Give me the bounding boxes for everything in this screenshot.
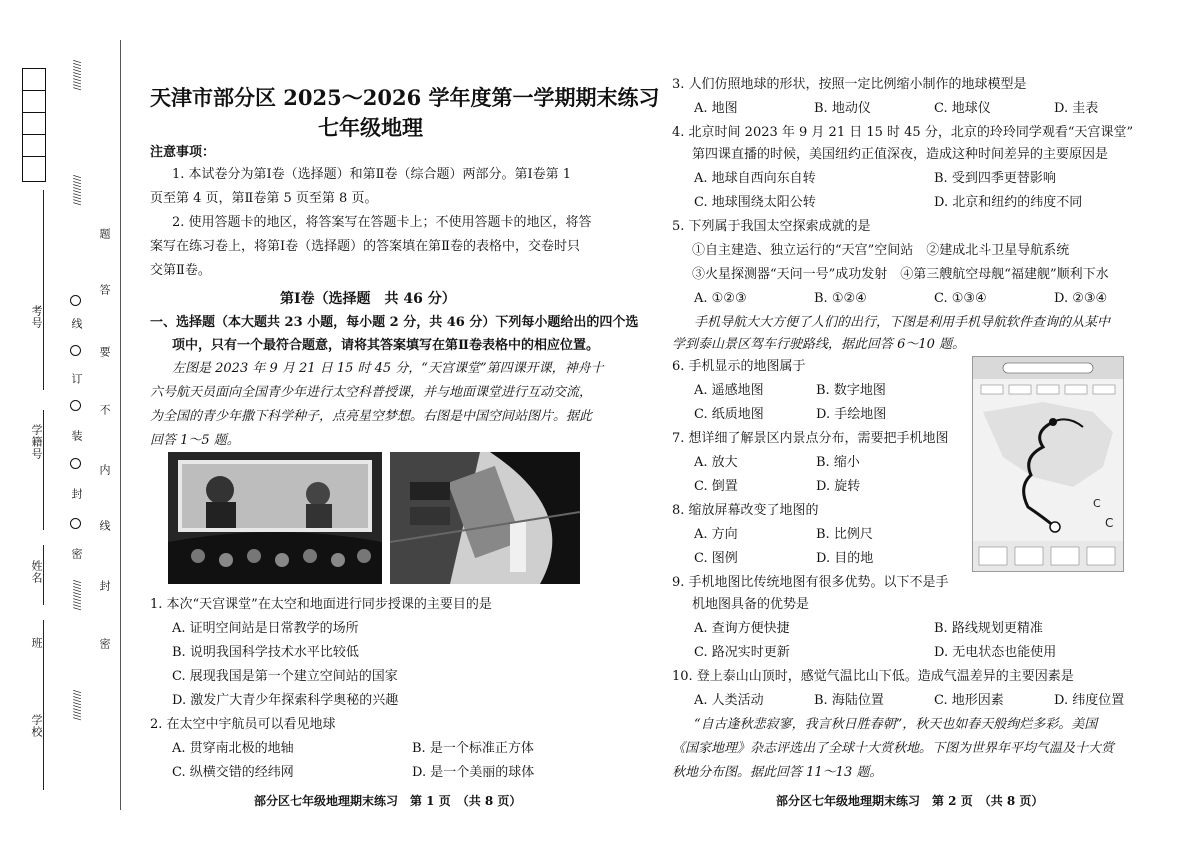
seal-char-feng: 封: [70, 488, 83, 500]
seal-circle: [70, 345, 81, 356]
q5-option-b: B. ①②④: [814, 291, 867, 306]
q10-option-a: A. 人类活动: [694, 693, 764, 708]
seal-char-mi: 密: [70, 548, 83, 560]
reading-text: 左图是 2023 年 9 月 21 日 15 时 45 分，“天宫课堂”第四课开课，神舟十: [172, 361, 604, 376]
section-heading: 一、选择题（本大题共 23 小题，每小题 2 分，共 46 分）下列每小题给出的四个选: [150, 315, 639, 330]
reading-text: 回答 1～5 题。: [150, 433, 240, 448]
seal-circle: [70, 458, 81, 469]
question-8: 8. 缩放屏幕改变了地图的: [672, 503, 819, 518]
q6-option-b: B. 数字地图: [816, 383, 886, 398]
question-2: 2. 在太空中宇航员可以看见地球: [150, 717, 336, 732]
warn-char: 封: [98, 580, 111, 592]
question-5: 5. 下列属于我国太空探索成就的是: [672, 219, 871, 234]
q4-option-a: A. 地球自西向东自转: [694, 171, 816, 186]
navigation-map: [972, 356, 1124, 572]
q5-statements: ①自主建造、独立运行的“天宫”空间站 ②建成北斗卫星导航系统: [692, 243, 1070, 258]
q1-option-c: C. 展现我国是第一个建立空间站的国家: [172, 669, 398, 684]
q7-option-d: D. 旋转: [816, 479, 861, 494]
q2-option-c: C. 纵横交错的经纬网: [172, 765, 294, 780]
name-label: 姓名: [30, 560, 43, 584]
class-label: 班: [30, 637, 43, 649]
q6-option-a: A. 遥感地图: [694, 383, 764, 398]
warn-char: 不: [98, 404, 111, 416]
section-heading: 项中，只有一个最符合题意，请将其答案填写在第Ⅱ卷表格中的相应位置。: [172, 338, 599, 353]
reading-text: 手机导航大大方便了人们的出行，下图是利用手机导航软件查询的从某中: [694, 315, 1111, 330]
q2-option-a: A. 贯穿南北极的地轴: [172, 741, 294, 756]
seal-char-zhuang: 装: [70, 430, 83, 442]
exam-room-boxes: [22, 68, 46, 182]
student-id-label: 学籍号: [30, 424, 43, 460]
seal-circle: [70, 518, 81, 529]
reading-text: 《国家地理》杂志评选出了全球十大赏秋地。下图为世界年平均气温及十大赏: [672, 741, 1115, 756]
seal-circle: [70, 295, 81, 306]
seal-slash-top: //////////: [71, 60, 81, 91]
seal-slash-low: //////////: [71, 580, 81, 611]
warn-char: 内: [98, 464, 111, 476]
binding-margin: [0, 0, 122, 849]
warn-char: 密: [98, 638, 111, 650]
warn-char: 要: [98, 346, 111, 358]
warn-char: 题: [98, 228, 111, 240]
reading-text: 秋地分布图。据此回答 11～13 题。: [672, 765, 883, 780]
q8-option-d: D. 目的地: [816, 551, 874, 566]
q2-option-b: B. 是一个标准正方体: [412, 741, 534, 756]
seal-slash-mid: //////////: [71, 175, 81, 206]
space-station-photo: [390, 452, 580, 584]
notice-heading: 注意事项：: [150, 145, 216, 160]
q4-option-d: D. 北京和纽约的纬度不同: [934, 195, 1083, 210]
q9-option-a: A. 查询方便快捷: [694, 621, 790, 636]
reading-text: 学到泰山景区驾车行驶路线，据此回答 6～10 题。: [672, 337, 966, 352]
svg-text:C: C: [1093, 497, 1101, 510]
svg-text:C: C: [1105, 516, 1114, 530]
school-label: 学校: [30, 714, 43, 738]
seal-circle: [70, 400, 81, 411]
q2-option-d: D. 是一个美丽的球体: [412, 765, 535, 780]
page-subtitle: 七年级地理: [318, 115, 423, 140]
q4-option-b: B. 受到四季更替影响: [934, 171, 1056, 186]
binding-border: [120, 40, 121, 810]
q8-option-a: A. 方向: [694, 527, 738, 542]
notice-text: 1. 本试卷分为第Ⅰ卷（选择题）和第Ⅱ卷（综合题）两部分。第Ⅰ卷第 1: [172, 167, 572, 182]
q5-option-d: D. ②③④: [1054, 291, 1108, 306]
q10-option-b: B. 海陆位置: [814, 693, 884, 708]
notice-text: 交第Ⅱ卷。: [150, 263, 211, 278]
question-10: 10. 登上泰山山顶时，感觉气温比山下低。造成气温差异的主要因素是: [672, 669, 1074, 684]
q7-option-a: A. 放大: [694, 455, 738, 470]
q1-option-d: D. 激发广大青少年探索科学奥秘的兴趣: [172, 693, 399, 708]
seal-char-ding: 订: [70, 373, 83, 385]
question-4: 4. 北京时间 2023 年 9 月 21 日 15 时 45 分，北京的玲玲同学观看“天宫课堂”: [672, 125, 1134, 140]
q8-option-b: B. 比例尺: [816, 527, 873, 542]
q9-option-b: B. 路线规划更精准: [934, 621, 1043, 636]
reading-text: “自古逢秋悲寂寥，我言秋日胜春朝”，秋天也如春天般绚烂多彩。美国: [694, 717, 1098, 732]
q3-option-c: C. 地球仪: [934, 101, 991, 116]
q3-option-a: A. 地图: [694, 101, 738, 116]
q6-option-d: D. 手绘地图: [816, 407, 887, 422]
notice-text: 案写在练习卷上，将第Ⅰ卷（选择题）的答案填在第Ⅱ卷的表格中，交卷时只: [150, 239, 580, 254]
page1-footer: 部分区七年级地理期末练习 第 1 页 （共 8 页）: [254, 794, 522, 808]
question-6: 6. 手机显示的地图属于: [672, 359, 806, 374]
q10-option-d: D. 纬度位置: [1054, 693, 1125, 708]
q3-option-d: D. 圭表: [1054, 101, 1099, 116]
q5-option-c: C. ①③④: [934, 291, 987, 306]
warn-char: 线: [98, 520, 111, 532]
part-heading: 第Ⅰ卷（选择题 共 46 分）: [280, 291, 456, 307]
question-3: 3. 人们仿照地球的形状，按照一定比例缩小制作的地球模型是: [672, 77, 1027, 92]
q6-option-c: C. 纸质地图: [694, 407, 764, 422]
reading-text: 为全国的青少年撒下科学种子，点亮星空梦想。右图是中国空间站图片。据此: [150, 409, 593, 424]
question-4-cont: 第四课直播的时候，美国纽约正值深夜，造成这种时间差异的主要原因是: [692, 147, 1109, 162]
page-title: 天津市部分区 2025～2026 学年度第一学期期末练习: [150, 85, 660, 110]
q5-statements: ③火星探测器“天问一号”成功发射 ④第三艘航空母舰“福建舰”顺利下水: [692, 267, 1109, 282]
seal-char-line: 线: [70, 318, 83, 330]
notice-text: 页至第 4 页，第Ⅱ卷第 5 页至第 8 页。: [150, 191, 378, 206]
question-1: 1. 本次“天宫课堂”在太空和地面进行同步授课的主要目的是: [150, 597, 492, 612]
q10-option-c: C. 地形因素: [934, 693, 1004, 708]
q9-option-c: C. 路况实时更新: [694, 645, 790, 660]
field-line: [43, 190, 44, 390]
q5-option-a: A. ①②③: [694, 291, 747, 306]
warn-char: 答: [98, 284, 111, 296]
q9-option-d: D. 无电状态也能使用: [934, 645, 1057, 660]
q8-option-c: C. 图例: [694, 551, 738, 566]
q1-option-b: B. 说明我国科学技术水平比较低: [172, 645, 359, 660]
q7-option-c: C. 倒置: [694, 479, 738, 494]
q1-option-a: A. 证明空间站是日常教学的场所: [172, 621, 359, 636]
question-9: 9. 手机地图比传统地图有很多优势。以下不是手: [672, 575, 949, 590]
q4-option-c: C. 地球围绕太阳公转: [694, 195, 816, 210]
reading-text: 六号航天员面向全国青少年进行太空科普授课，并与地面课堂进行互动交流，: [150, 385, 593, 400]
notice-text: 2. 使用答题卡的地区，将答案写在答题卡上；不使用答题卡的地区，将答: [172, 215, 592, 230]
seal-slash-bottom: //////////: [71, 690, 81, 721]
q3-option-b: B. 地动仪: [814, 101, 871, 116]
question-9-cont: 机地图具备的优势是: [692, 597, 810, 612]
q7-option-b: B. 缩小: [816, 455, 860, 470]
page2-footer: 部分区七年级地理期末练习 第 2 页 （共 8 页）: [776, 794, 1044, 808]
exam-number-label: 考号: [30, 305, 43, 329]
question-7: 7. 想详细了解景区内景点分布，需要把手机地图: [672, 431, 949, 446]
tiangong-classroom-photo: [168, 452, 382, 584]
